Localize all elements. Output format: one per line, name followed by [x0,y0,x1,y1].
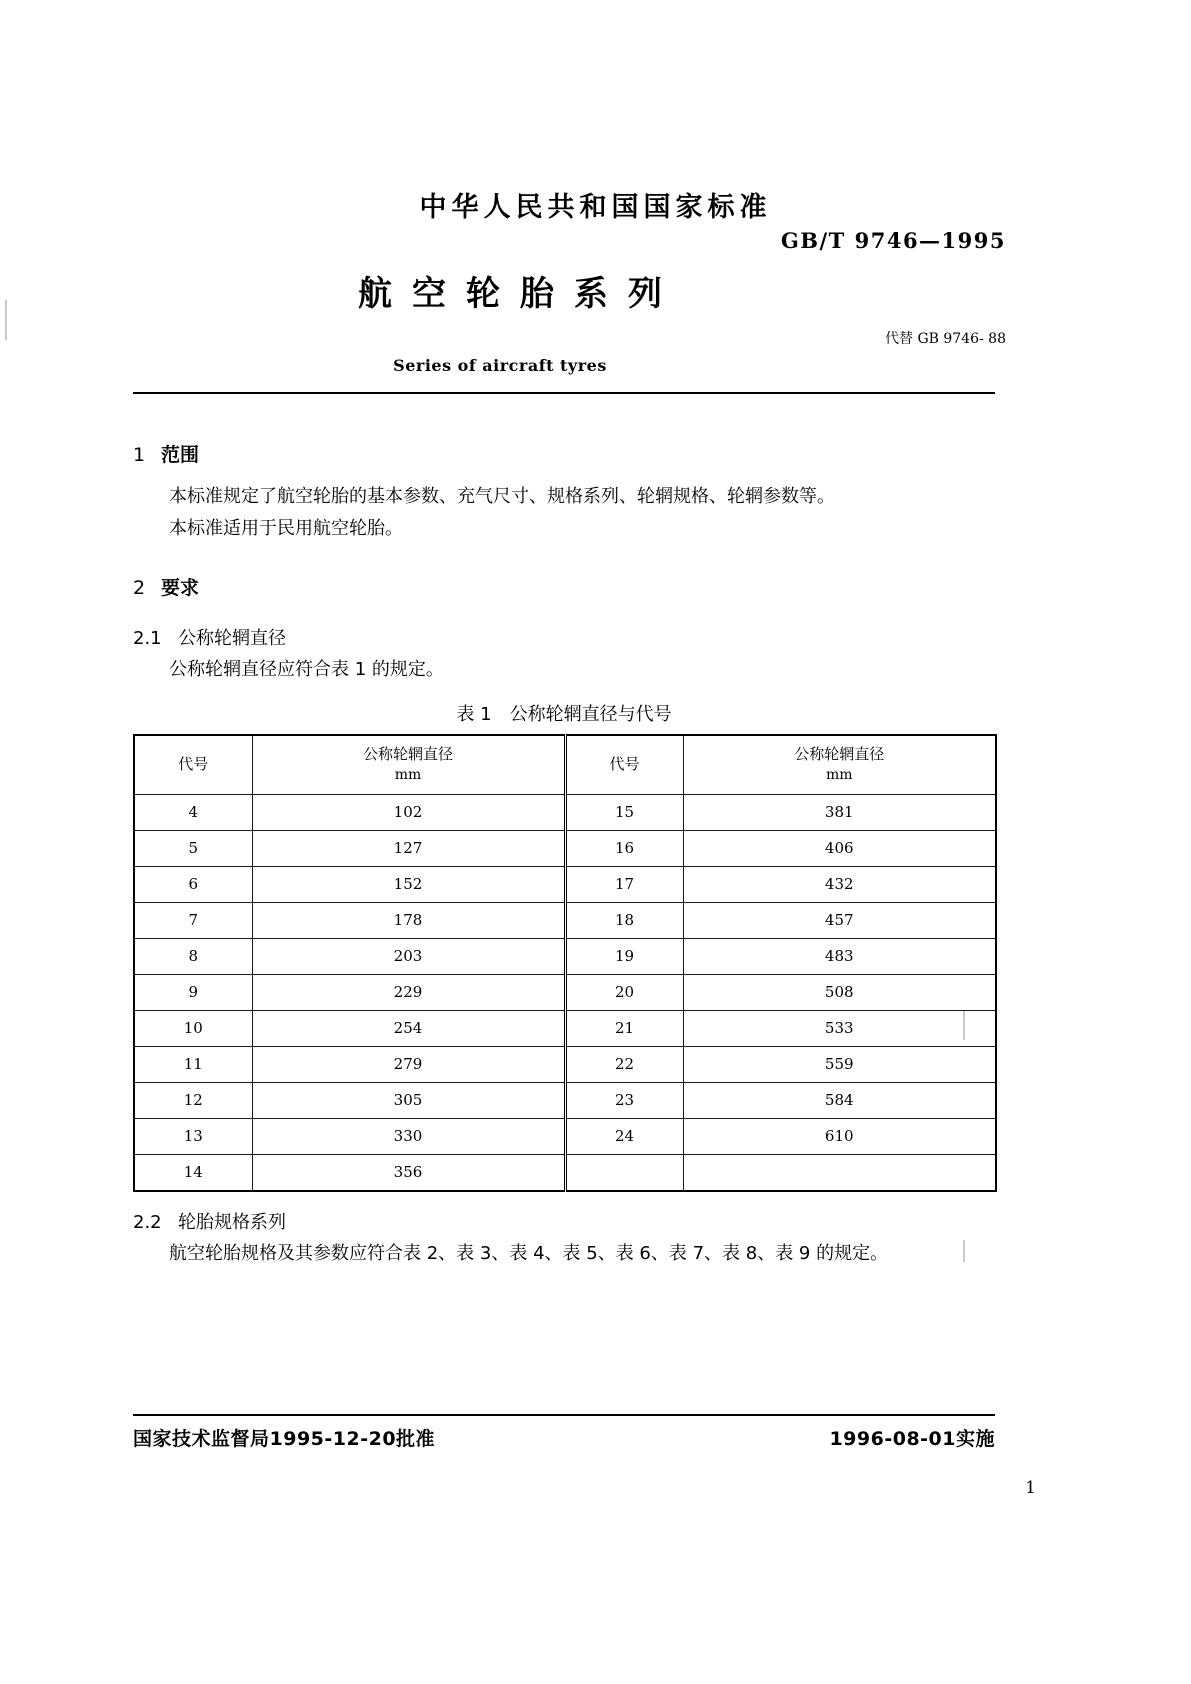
cell-code-right: 21 [565,1010,683,1046]
cell-diameter-left: 330 [252,1118,565,1154]
cell-diameter-left: 254 [252,1010,565,1046]
cell-diameter-right: 432 [683,866,996,902]
section-heading-2-2 [133,1208,995,1234]
cell-diameter-right: 610 [683,1118,996,1154]
cell-code-right: 20 [565,974,683,1010]
footer-divider [133,1414,995,1416]
header-code-left: 代号 [134,735,252,795]
header-diameter-right: 公称轮辋直径 mm [683,735,996,795]
cell-diameter-right: 508 [683,974,996,1010]
cell-code-left: 11 [134,1046,252,1082]
cell-code-right: 15 [565,794,683,830]
header-divider [133,392,995,394]
section-heading-2 [133,573,995,600]
cell-diameter-left: 102 [252,794,565,830]
cell-diameter-right: 559 [683,1046,996,1082]
section-title-2-2: 轮胎规格系列 [178,1211,286,1233]
section-number-2-2: 2.2 [133,1211,162,1233]
table-1-caption-label: 表 1 [456,703,492,725]
cell-diameter-left: 203 [252,938,565,974]
cell-diameter-right: 457 [683,902,996,938]
header-code-right: 代号 [565,735,683,795]
table-row [134,830,996,866]
section-number-2-1: 2.1 [133,627,162,649]
cell-code-left: 6 [134,866,252,902]
table-row [134,1010,996,1046]
cell-code-right: 16 [565,830,683,866]
document-header [0,0,1191,375]
table-row [134,902,996,938]
cell-diameter-left: 305 [252,1082,565,1118]
table-body [134,794,996,1191]
cell-diameter-left: 127 [252,830,565,866]
cell-code-left: 5 [134,830,252,866]
section-number-2: 2 [133,576,146,599]
table-row [134,974,996,1010]
cell-diameter-left: 229 [252,974,565,1010]
cell-code-right: 22 [565,1046,683,1082]
header-diameter-left: 公称轮辋直径 mm [252,735,565,795]
footer-effective-date: 1996-08-01实施 [829,1428,995,1450]
section-heading-2-1 [133,624,995,650]
cell-code-right: 24 [565,1118,683,1154]
title-row [0,228,1191,347]
cell-code-left: 9 [134,974,252,1010]
cell-code-right: 18 [565,902,683,938]
spacer [133,616,995,624]
section-1-paragraph-1: 本标准规定了航空轮胎的基本参数、充气尺寸、规格系列、轮辋规格、轮辋参数等。 [169,486,835,507]
cell-code-right [565,1154,683,1191]
cell-diameter-right: 533 [683,1010,996,1046]
page-subtitle-english: Series of aircraft tyres [393,356,607,375]
table-row [134,866,996,902]
cell-code-left: 4 [134,794,252,830]
cell-code-left: 8 [134,938,252,974]
table-row [134,1046,996,1082]
table-row [134,1118,996,1154]
standard-number: GB/T 9746—1995 [780,228,1006,253]
section-number-1: 1 [133,444,146,466]
national-standard-label: 中华人民共和国国家标准 [419,192,772,223]
cell-diameter-left: 356 [252,1154,565,1191]
section-2-1-paragraph-1: 公称轮辋直径应符合表 1 的规定。 [169,658,444,680]
cell-code-right: 23 [565,1082,683,1118]
document-footer [133,1424,995,1451]
standard-replaces: 代替 GB 9746- 88 [885,331,1006,347]
cell-code-left: 12 [134,1082,252,1118]
section-2-2-paragraph-1: 航空轮胎规格及其参数应符合表 2、表 3、表 4、表 5、表 6、表 7、表 8、表 9 的规定。 [169,1242,889,1264]
table-1-caption-text: 公称轮辋直径与代号 [509,703,672,725]
page-number: 1 [1025,1478,1036,1498]
cell-diameter-right: 406 [683,830,996,866]
cell-diameter-right: 584 [683,1082,996,1118]
table-head [134,735,996,795]
footer-approval-text: 国家技术监督局1995-12-20批准 [133,1428,436,1450]
section-heading-1 [133,440,995,467]
cell-diameter-left: 279 [252,1046,565,1082]
section-title-2: 要求 [161,576,200,599]
table-row [134,1154,996,1191]
spacer [133,1192,995,1208]
table-row [134,794,996,830]
table-row [134,938,996,974]
cell-code-right: 17 [565,866,683,902]
section-title-1: 范围 [161,444,200,466]
cell-code-left: 7 [134,902,252,938]
table-row [134,1082,996,1118]
cell-code-left: 13 [134,1118,252,1154]
cell-diameter-right: 483 [683,938,996,974]
cell-code-left: 10 [134,1010,252,1046]
cell-code-right: 19 [565,938,683,974]
page-title: 航空轮胎系列 [358,274,682,314]
spacer [133,547,995,573]
table-1-caption [133,700,995,726]
section-1-paragraph-2: 本标准适用于民用航空轮胎。 [169,517,403,539]
cell-diameter-right [683,1154,996,1191]
section-title-2-1: 公称轮辋直径 [178,627,286,649]
cell-diameter-right: 381 [683,794,996,830]
table-nominal-rim-diameter [133,734,997,1192]
cell-code-left: 14 [134,1154,252,1191]
cell-diameter-left: 152 [252,866,565,902]
document-body [133,440,995,1272]
table-header-row [134,735,996,795]
cell-diameter-left: 178 [252,902,565,938]
